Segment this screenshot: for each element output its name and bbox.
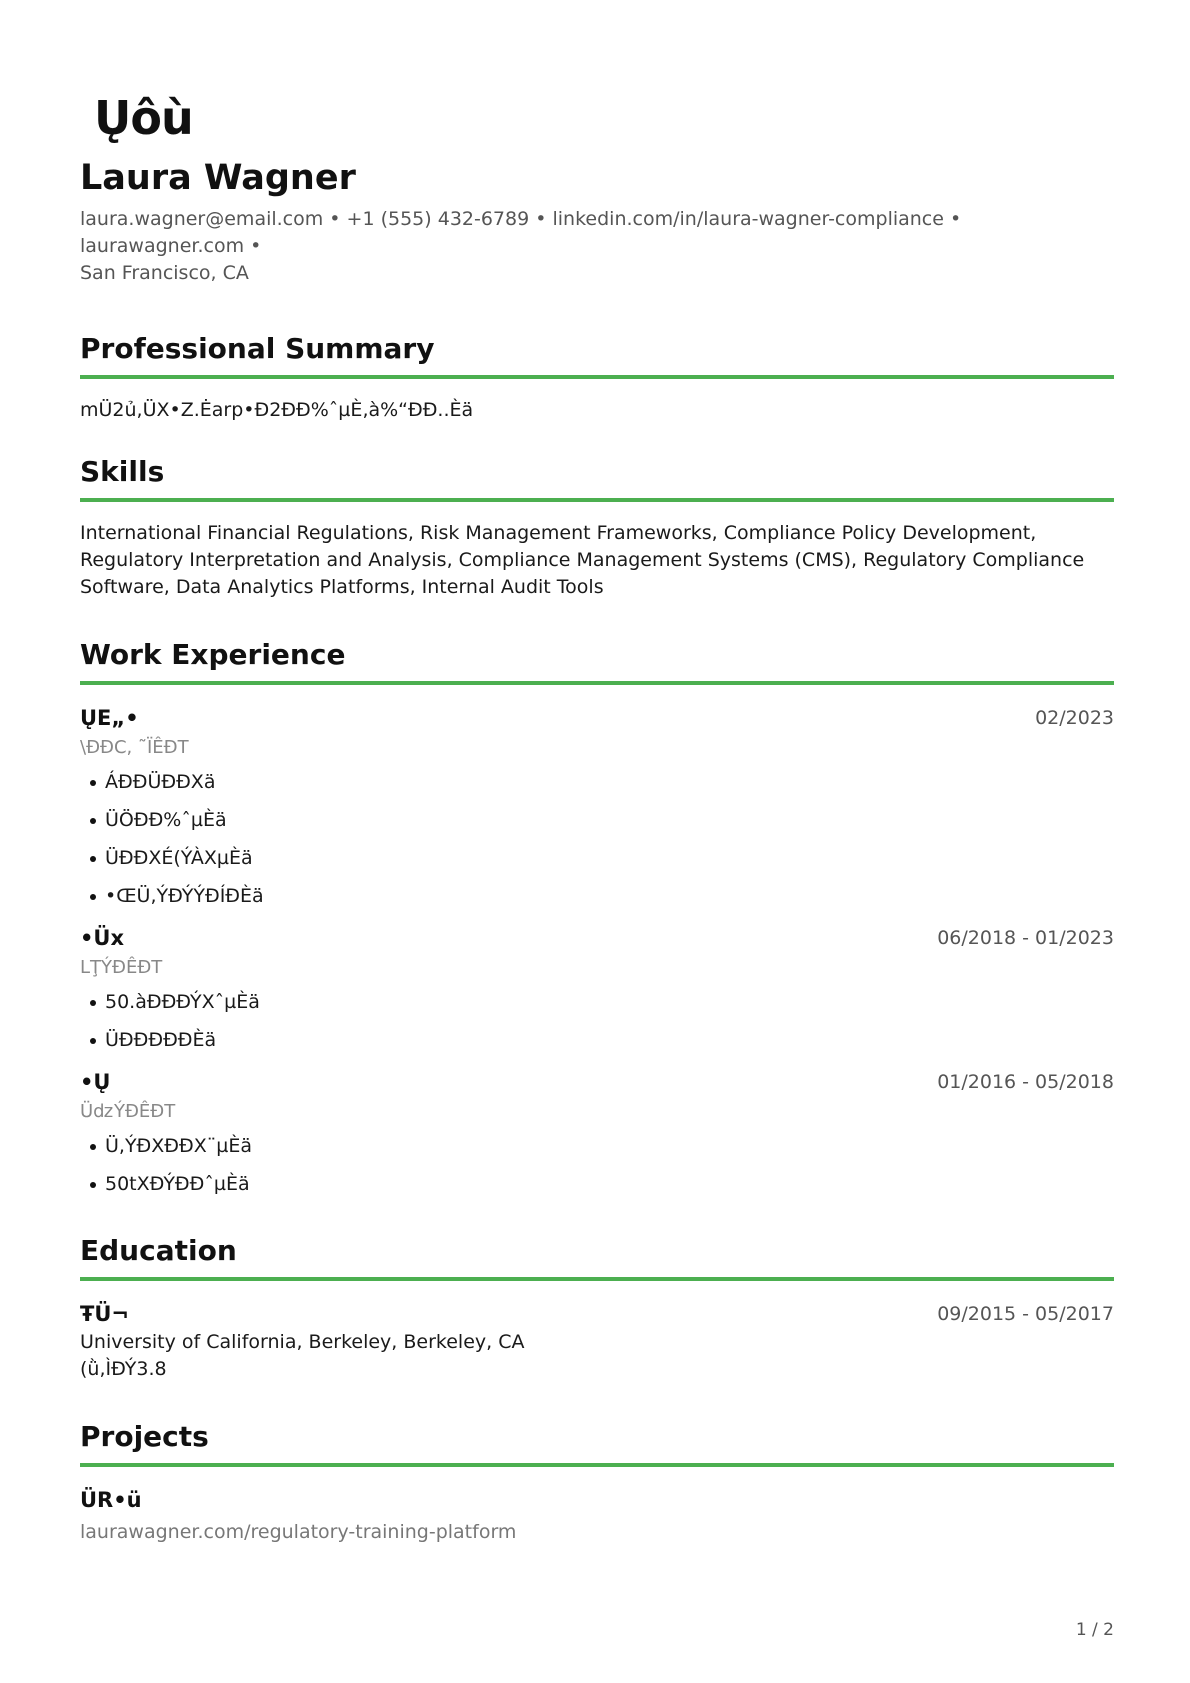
job-company: \ÐÐC, ˜ÏÊÐT — [80, 737, 189, 758]
education-date: 09/2015 - 05/2017 — [937, 1303, 1114, 1325]
projects-heading: Projects — [80, 1419, 1114, 1467]
job-title: •Ų — [80, 1070, 111, 1094]
candidate-name: Laura Wagner — [80, 158, 356, 198]
project-link[interactable]: laurawagner.com/regulatory-training-platform — [80, 1521, 517, 1543]
page-number: 1 / 2 — [1075, 1620, 1114, 1640]
job-bullet: ÜÐÐXÉ(ÝÀXµÈä — [80, 845, 1114, 871]
contact-line-2: San Francisco, CA — [80, 262, 249, 284]
job-company: ÜǳÝÐÊÐT — [80, 1101, 176, 1122]
job-title: ŲE„• — [80, 706, 139, 730]
skills-text: International Financial Regulations, Risk Management Frameworks, Compliance Policy Development, Regulatory Interpretation and Analysis, Compliance Management Systems (CMS), Regulatory Compliance Software, Data Analytics Platforms, Internal Audit Tools — [80, 522, 1085, 598]
job-bullet: ÜÖÐÐ%ˆµÈä — [80, 807, 1114, 833]
job-bullet: ÁÐÐÜÐÐXä — [80, 769, 1114, 795]
job-title: •Üx — [80, 926, 125, 950]
skills-section — [80, 454, 1114, 601]
experience-section — [80, 637, 1114, 1197]
school-name: University of California, Berkeley, Berkeley, CA — [80, 1331, 525, 1353]
job-date: 06/2018 - 01/2023 — [937, 927, 1114, 949]
logo-mark: Ųôù — [94, 91, 193, 145]
job-bullets — [80, 989, 1114, 1053]
resume-page — [80, 90, 1114, 1546]
job-entry — [80, 923, 1114, 1053]
job-entry — [80, 703, 1114, 909]
job-bullet: ÜÐÐÐÐÐÈä — [80, 1027, 1114, 1053]
summary-heading: Professional Summary — [80, 331, 1114, 379]
job-bullet: 50.àÐÐÐÝXˆµÈä — [80, 989, 1114, 1015]
job-date: 01/2016 - 05/2018 — [937, 1071, 1114, 1093]
skills-heading: Skills — [80, 454, 1114, 502]
contact-line-1: laura.wagner@email.com • +1 (555) 432-6789 • linkedin.com/in/laura-wagner-compliance • laurawagner.com • — [80, 208, 962, 257]
job-company: LŢÝÐÊÐT — [80, 957, 163, 978]
job-date: 02/2023 — [1035, 707, 1114, 729]
job-bullet: Ü,ÝÐXÐÐX¨µÈä — [80, 1133, 1114, 1159]
education-heading: Education — [80, 1233, 1114, 1281]
job-bullet: •ŒÜ,ÝÐÝÝÐÍÐÈä — [80, 883, 1114, 909]
gpa: (ǜ,ÌÐÝ3.8 — [80, 1358, 167, 1380]
summary-section — [80, 331, 1114, 424]
job-bullets — [80, 769, 1114, 909]
job-bullet: 50tXÐÝÐÐˆµÈä — [80, 1171, 1114, 1197]
summary-text: mÜ2ủ,ÜX•Z.Ėarp•Ð2ÐÐ%ˆµÈ‚à%“ÐÐ..Èä — [80, 399, 474, 421]
job-entry — [80, 1067, 1114, 1197]
experience-heading: Work Experience — [80, 637, 1114, 685]
degree-title: ŦÜ¬ — [80, 1302, 129, 1326]
education-section — [80, 1233, 1114, 1383]
project-name: ÜR•ü — [80, 1488, 142, 1512]
job-bullets — [80, 1133, 1114, 1197]
projects-section — [80, 1419, 1114, 1546]
contact-info — [80, 206, 1114, 287]
